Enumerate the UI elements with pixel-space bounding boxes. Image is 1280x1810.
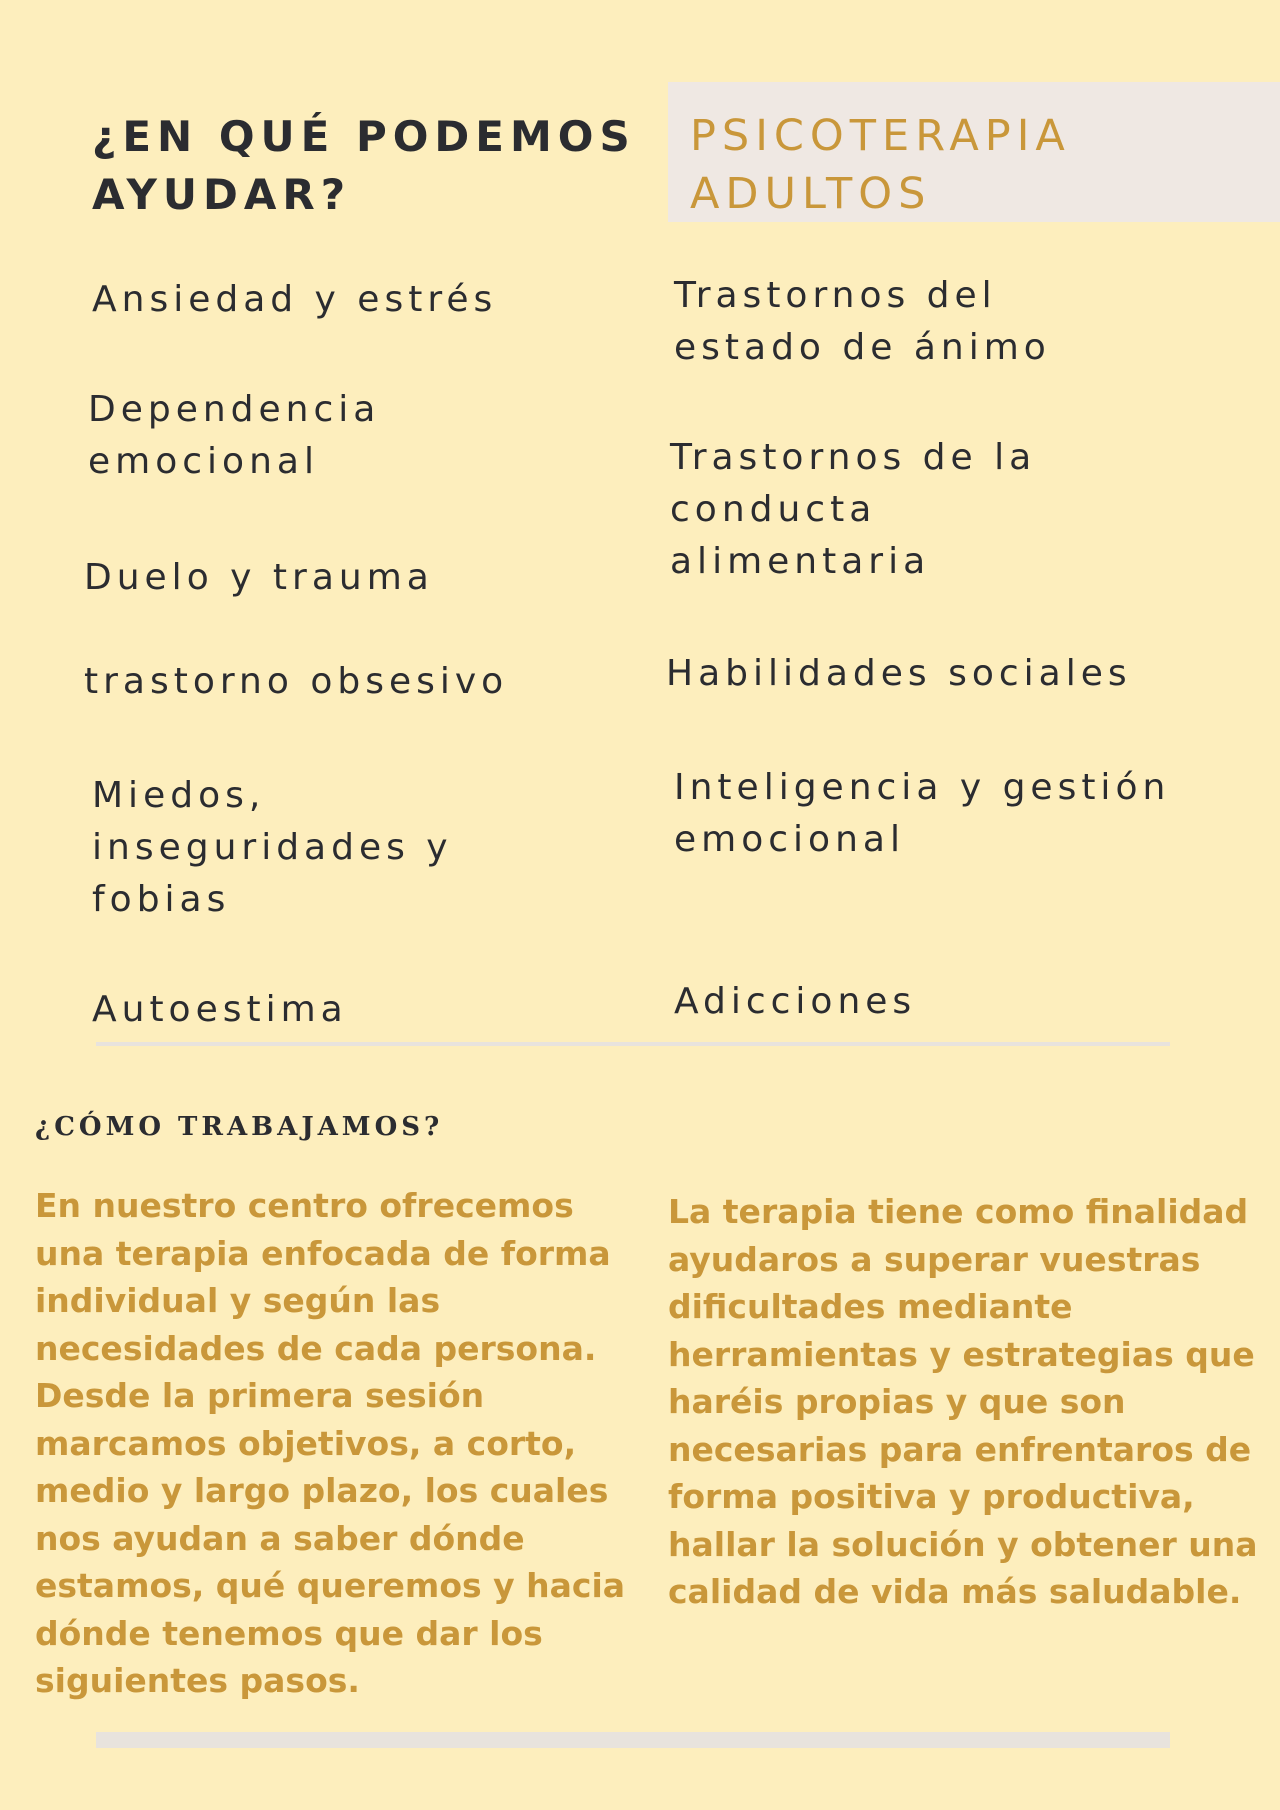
bottom-bar [96, 1732, 1170, 1748]
list-item: Ansiedad y estrés [92, 279, 498, 320]
list-item: Adicciones [674, 981, 917, 1022]
list-item: Miedos, inseguridades y fobias [92, 775, 453, 920]
list-item: Autoestima [92, 989, 348, 1030]
paragraph-left: En nuestro centro ofrecemos una terapia enfocada de forma individual y según las necesidades de cada persona. Desde la primera sesión marcamos objetivos, a corto, medio y largo plazo, los cuales nos ayudan a saber dónde estamos, qué queremos y hacia dónde tenemos que dar los siguientes pasos. [35, 1186, 626, 1700]
section-badge [668, 82, 1280, 222]
list-item: trastorno obsesivo [84, 661, 509, 702]
page-title: ¿EN QUÉ PODEMOS AYUDAR? [92, 112, 636, 219]
list-item: Dependencia emocional [88, 389, 381, 482]
list-item: Trastornos de la conducta alimentaria [670, 437, 1037, 582]
paragraph-right: La terapia tiene como finalidad ayudaros a superar vuestras dificultades mediante herramientas y estrategias que haréis propias y que son necesarias para enfrentaros de forma positiva y productiva, hallar la solución y obtener una calidad de vida más saludable. [668, 1192, 1258, 1611]
section-badge-label: PSICOTERAPIA ADULTOS [690, 111, 1071, 219]
list-item: Duelo y trauma [84, 557, 434, 598]
list-item: Inteligencia y gestión emocional [674, 767, 1171, 860]
list-item: Habilidades sociales [666, 653, 1132, 694]
divider [96, 1042, 1170, 1046]
section-title: ¿CÓMO TRABAJAMOS? [35, 1112, 444, 1142]
list-item: Trastornos del estado de ánimo [674, 275, 1051, 368]
